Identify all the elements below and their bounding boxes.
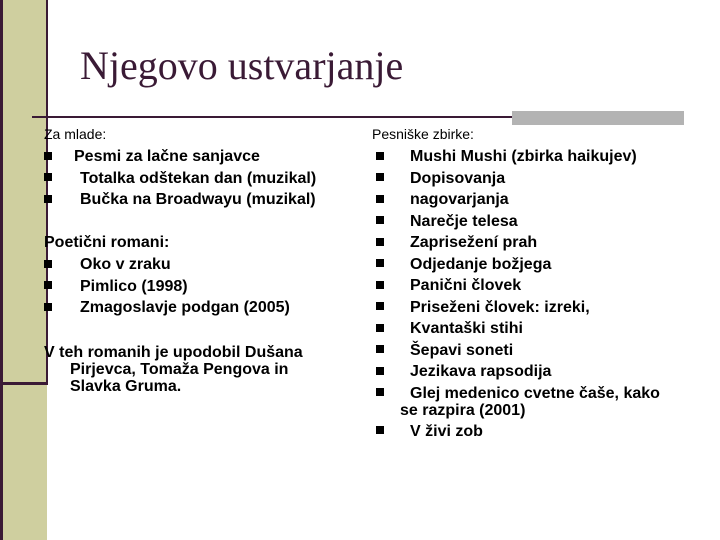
list-item: Oko v zraku	[44, 254, 52, 276]
novels-note: V teh romanih je upodobil Dušana Pirjevca, Tomaža Pengova in Slavka Gruma.	[44, 344, 303, 395]
bullet-icon	[44, 195, 52, 203]
list-item: Odjedanje božjega	[376, 254, 706, 276]
bullet-icon	[44, 173, 52, 181]
bottom-accent-line	[0, 382, 48, 385]
right-heading: Pesniške zbirke:	[372, 126, 474, 142]
left-heading: Za mlade:	[44, 126, 107, 142]
bullet-icon	[376, 345, 384, 353]
left-accent-line	[0, 0, 3, 540]
list-item: Pimlico (1998)	[44, 276, 52, 298]
bullet-icon	[376, 367, 384, 375]
list-item: Glej medenico cvetne čaše, kako se razpira (2001)	[376, 383, 706, 421]
bullet-icon	[376, 281, 384, 289]
bullet-icon	[44, 303, 52, 311]
novels-heading: Poetični romani:	[44, 234, 170, 251]
list-item: nagovarjanja	[376, 189, 706, 211]
bullet-icon	[376, 388, 384, 396]
bullet-icon	[376, 259, 384, 267]
list-item: Priseženi človek: izreki,	[376, 297, 706, 319]
bullet-icon	[376, 152, 384, 160]
right-list	[376, 146, 706, 442]
left-list	[44, 146, 317, 211]
slide-title: Njegovo ustvarjanje	[80, 43, 404, 88]
bullet-icon	[376, 238, 384, 246]
novels-list	[44, 254, 290, 319]
list-item: Dopisovanja	[376, 168, 706, 190]
bullet-icon	[44, 260, 52, 268]
bullet-icon	[376, 216, 384, 224]
list-item: Šepavi soneti	[376, 340, 706, 362]
bullet-icon	[376, 302, 384, 310]
list-item: Narečje telesa	[376, 211, 706, 233]
bullet-icon	[376, 324, 384, 332]
grey-accent-block	[512, 111, 684, 125]
list-item: Zmagoslavje podgan (2005)	[44, 297, 52, 319]
list-item: Mushi Mushi (zbirka haikujev)	[376, 146, 706, 168]
list-item: Jezikava rapsodija	[376, 361, 706, 383]
list-item: Zaprisežení prah	[376, 232, 706, 254]
bullet-icon	[376, 173, 384, 181]
bullet-icon	[376, 426, 384, 434]
list-item: Pesmi za lačne sanjavce	[44, 146, 52, 168]
bullet-icon	[44, 152, 52, 160]
list-item: Bučka na Broadwayu (muzikal)	[44, 189, 52, 211]
bullet-icon	[44, 281, 52, 289]
list-item: Totalka odštekan dan (muzikal)	[44, 168, 52, 190]
list-item: V živi zob	[376, 421, 706, 443]
side-bar-decoration	[0, 0, 47, 540]
list-item: Panični človek	[376, 275, 706, 297]
list-item: Kvantaški stihi	[376, 318, 706, 340]
bullet-icon	[376, 195, 384, 203]
